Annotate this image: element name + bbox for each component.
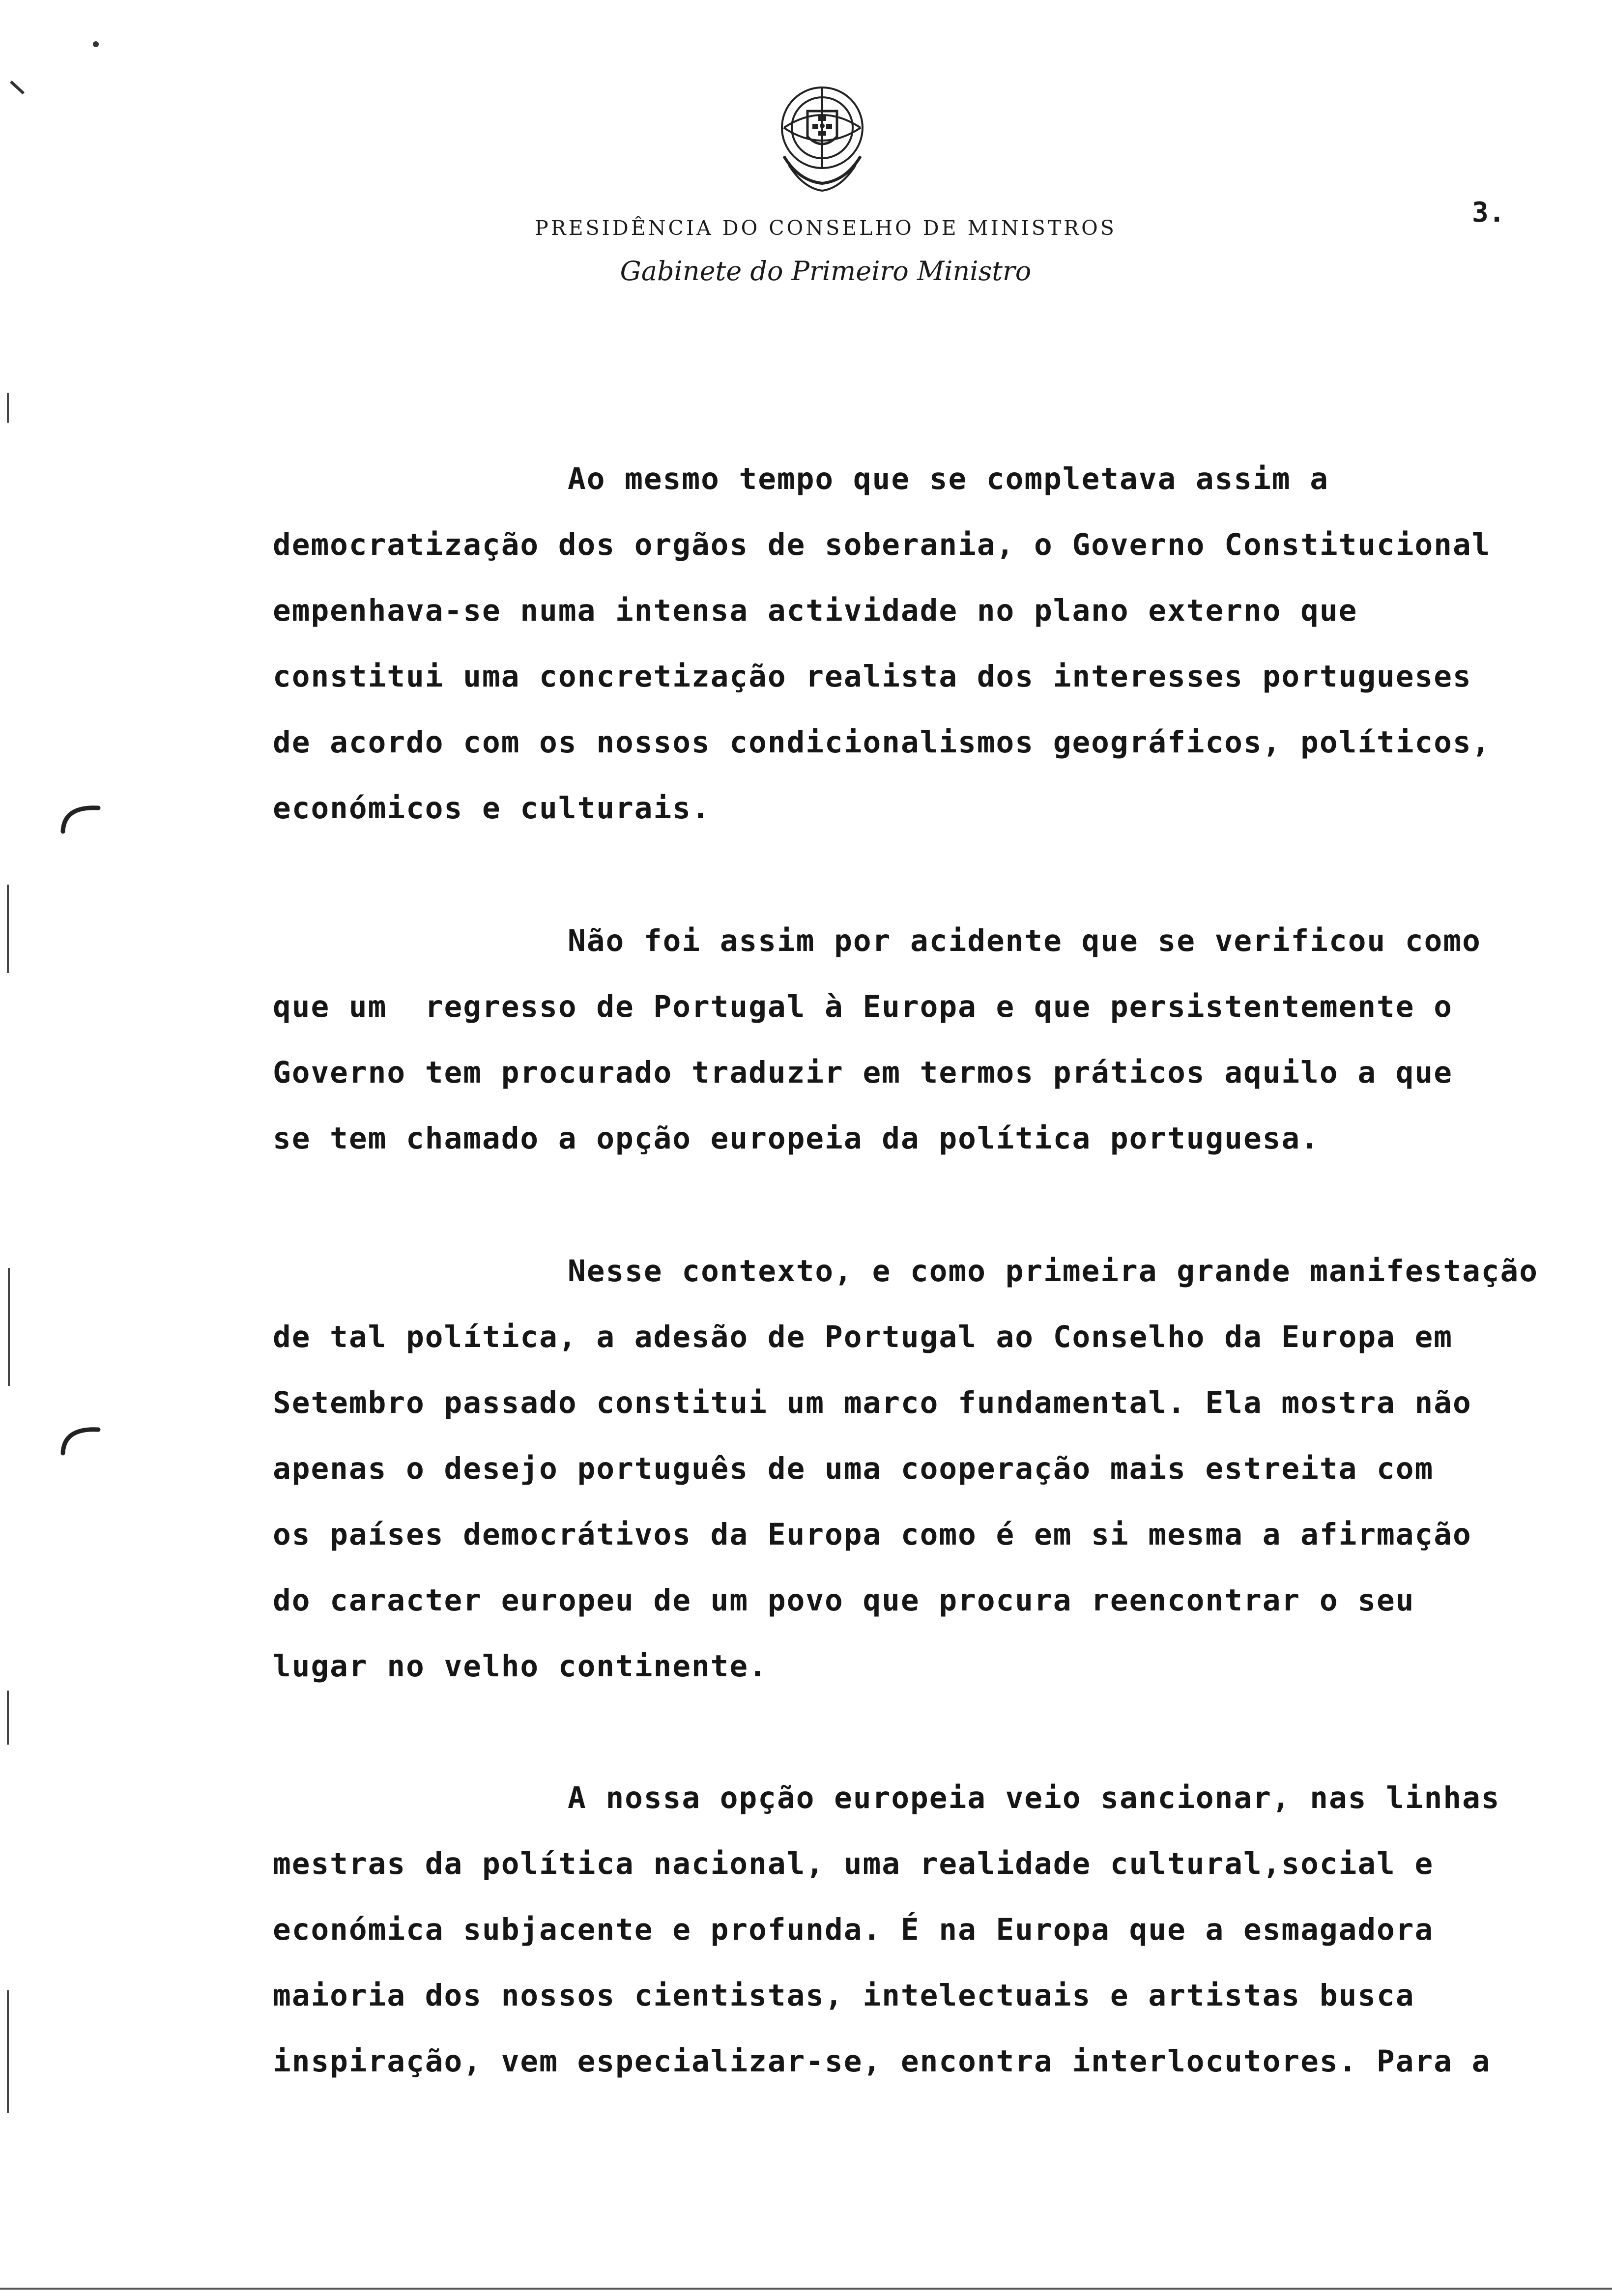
text-line: Nesse contexto, e como primeira grande manifestação [568, 1254, 1538, 1289]
paragraph-1 [273, 446, 1491, 841]
scan-speck-icon [9, 79, 29, 98]
paragraph-2 [273, 908, 1481, 1172]
text-line: Setembro passado constitui um marco fundamental. Ela mostra não [273, 1385, 1472, 1420]
institution-heading: PRESIDÊNCIA DO CONSELHO DE MINISTROS [535, 216, 1117, 240]
binder-hole-mark-icon [59, 801, 103, 835]
paragraph-3 [273, 1238, 1538, 1699]
text-line: económicos e culturais. [273, 791, 711, 826]
text-line: Ao mesmo tempo que se completava assim a [568, 461, 1329, 496]
text-line: de acordo com os nossos condicionalismos geográficos, políticos, [273, 725, 1491, 760]
coat-of-arms-seal-icon [774, 83, 870, 196]
text-line: mestras da política nacional, uma realidade cultural,social e [273, 1846, 1434, 1881]
text-line: inspiração, vem especializar-se, encontra interlocutores. Para a [273, 2044, 1491, 2079]
office-subheading: Gabinete do Primeiro Ministro [620, 256, 1032, 287]
text-line: se tem chamado a opção europeia da política portuguesa. [273, 1121, 1320, 1156]
paragraph-4 [273, 1765, 1500, 2095]
text-line: democratização dos orgãos de soberania, o Governo Constitucional [273, 527, 1491, 562]
text-line: os países democrátivos da Europa como é em si mesma a afirmação [273, 1517, 1472, 1552]
text-line: constitui uma concretização realista dos interesses portugueses [273, 659, 1472, 694]
text-line: maioria dos nossos cientistas, intelectuais e artistas busca [273, 1978, 1415, 2013]
text-line: Governo tem procurado traduzir em termos práticos aquilo a que [273, 1055, 1453, 1090]
text-line: de tal política, a adesão de Portugal ao Conselho da Europa em [273, 1320, 1453, 1354]
text-line: Não foi assim por acidente que se verificou como [568, 923, 1481, 958]
text-line: que um regresso de Portugal à Europa e que persistentemente o [273, 989, 1453, 1024]
scan-speck-icon [91, 39, 101, 49]
text-line: do caracter europeu de um povo que procura reencontrar o seu [273, 1583, 1415, 1618]
text-line: empenhava-se numa intensa actividade no plano externo que [273, 593, 1358, 628]
binder-hole-mark-icon [59, 1423, 103, 1457]
text-line: apenas o desejo português de uma cooperação mais estreita com [273, 1451, 1434, 1486]
text-line: económica subjacente e profunda. É na Europa que a esmagadora [273, 1912, 1434, 1947]
scan-edge-line-icon [5, 393, 13, 2261]
bottom-scan-edge [0, 2288, 1612, 2290]
text-line: A nossa opção europeia veio sancionar, nas linhas [568, 1780, 1500, 1815]
page-number: 3. [1472, 197, 1505, 229]
text-line: lugar no velho continente. [273, 1649, 768, 1684]
